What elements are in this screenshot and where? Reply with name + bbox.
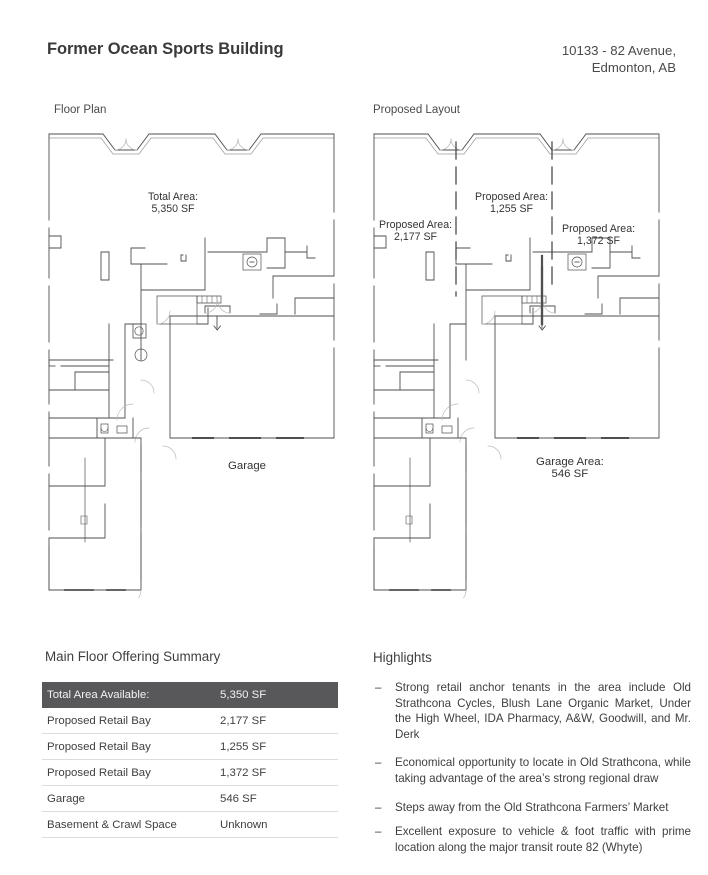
highlight-item-text: Steps away from the Old Strathcona Farmers’ Market [395,800,669,814]
table-row [42,708,338,734]
proposed-garage-value: 546 SF [551,468,589,481]
highlight-item-text: Economical opportunity to locate in Old Strathcona, while taking advantage of the area’s strong regional draw [395,756,691,785]
floor-plan-caption: Floor Plan [54,104,107,116]
table-row-label: Proposed Retail Bay [47,714,151,727]
table-row [42,812,338,838]
table-row-label: Basement & Crawl Space [47,818,177,831]
proposed-garage-title: Garage Area: [536,456,604,468]
property-address [562,42,676,76]
highlight-item-text: Strong retail anchor tenants in the area include Old Strathcona Cycles, Blush Lane Organic Market, Under the High Wheel, IDA Pharmacy, A&W, Goodwill, and Mr. Derk [395,681,691,741]
table-row-label: Garage [47,792,85,805]
address-line-1: 10133 - 82 Avenue, [561,43,676,58]
proposed-area-bay2-label [475,191,548,216]
highlight-item [373,755,691,786]
table-row-label: Proposed Retail Bay [47,740,151,753]
proposed-area-bay1-label [379,219,452,244]
offering-summary-table [42,682,338,838]
table-row [42,734,338,760]
proposed-area-bay1-title: Proposed Area: [379,219,453,231]
proposed-area-bay3-title: Proposed Area: [562,223,636,235]
highlight-item-text: Excellent exposure to vehicle & foot traffic with prime location along the major transit route 82 (Whyte) [395,825,691,854]
table-row-value: 1,255 SF [220,740,267,753]
proposed-area-bay3-value: 1,372 SF [577,235,621,248]
highlight-item [373,800,691,816]
total-area-value: 5,350 SF [151,203,195,216]
proposed-garage-area-label [536,456,604,481]
table-row [42,786,338,812]
table-row [42,760,338,786]
total-area-label [148,191,198,216]
bullet-dash-icon: – [375,756,382,770]
table-row-value: 1,372 SF [220,766,267,779]
table-row-label: Total Area Available: [47,689,150,701]
bullet-dash-icon: – [375,825,382,839]
table-row-value: 546 SF [220,792,257,805]
proposed-area-bay2-value: 1,255 SF [490,203,534,216]
table-header-row [42,682,338,708]
highlight-item [373,680,691,742]
proposed-area-bay1-value: 2,177 SF [394,231,438,244]
proposed-area-bay2-title: Proposed Area: [475,191,549,203]
summary-heading: Main Floor Offering Summary [45,649,221,664]
proposed-layout-caption: Proposed Layout [373,104,460,116]
page-title: Former Ocean Sports Building [47,40,284,58]
proposed-area-bay3-label [562,223,635,248]
highlight-item [373,824,691,855]
highlights-list [373,680,691,864]
table-row-value: Unknown [220,818,268,831]
table-row-label: Proposed Retail Bay [47,766,151,779]
bullet-dash-icon: – [375,681,382,694]
table-row-value: 2,177 SF [220,714,267,727]
bullet-dash-icon: – [375,800,382,814]
table-row-value: 5,350 SF [220,689,267,701]
garage-label: Garage [228,460,266,472]
highlights-heading: Highlights [373,650,432,665]
address-line-2: Edmonton, AB [591,60,676,75]
total-area-title: Total Area: [148,191,199,203]
